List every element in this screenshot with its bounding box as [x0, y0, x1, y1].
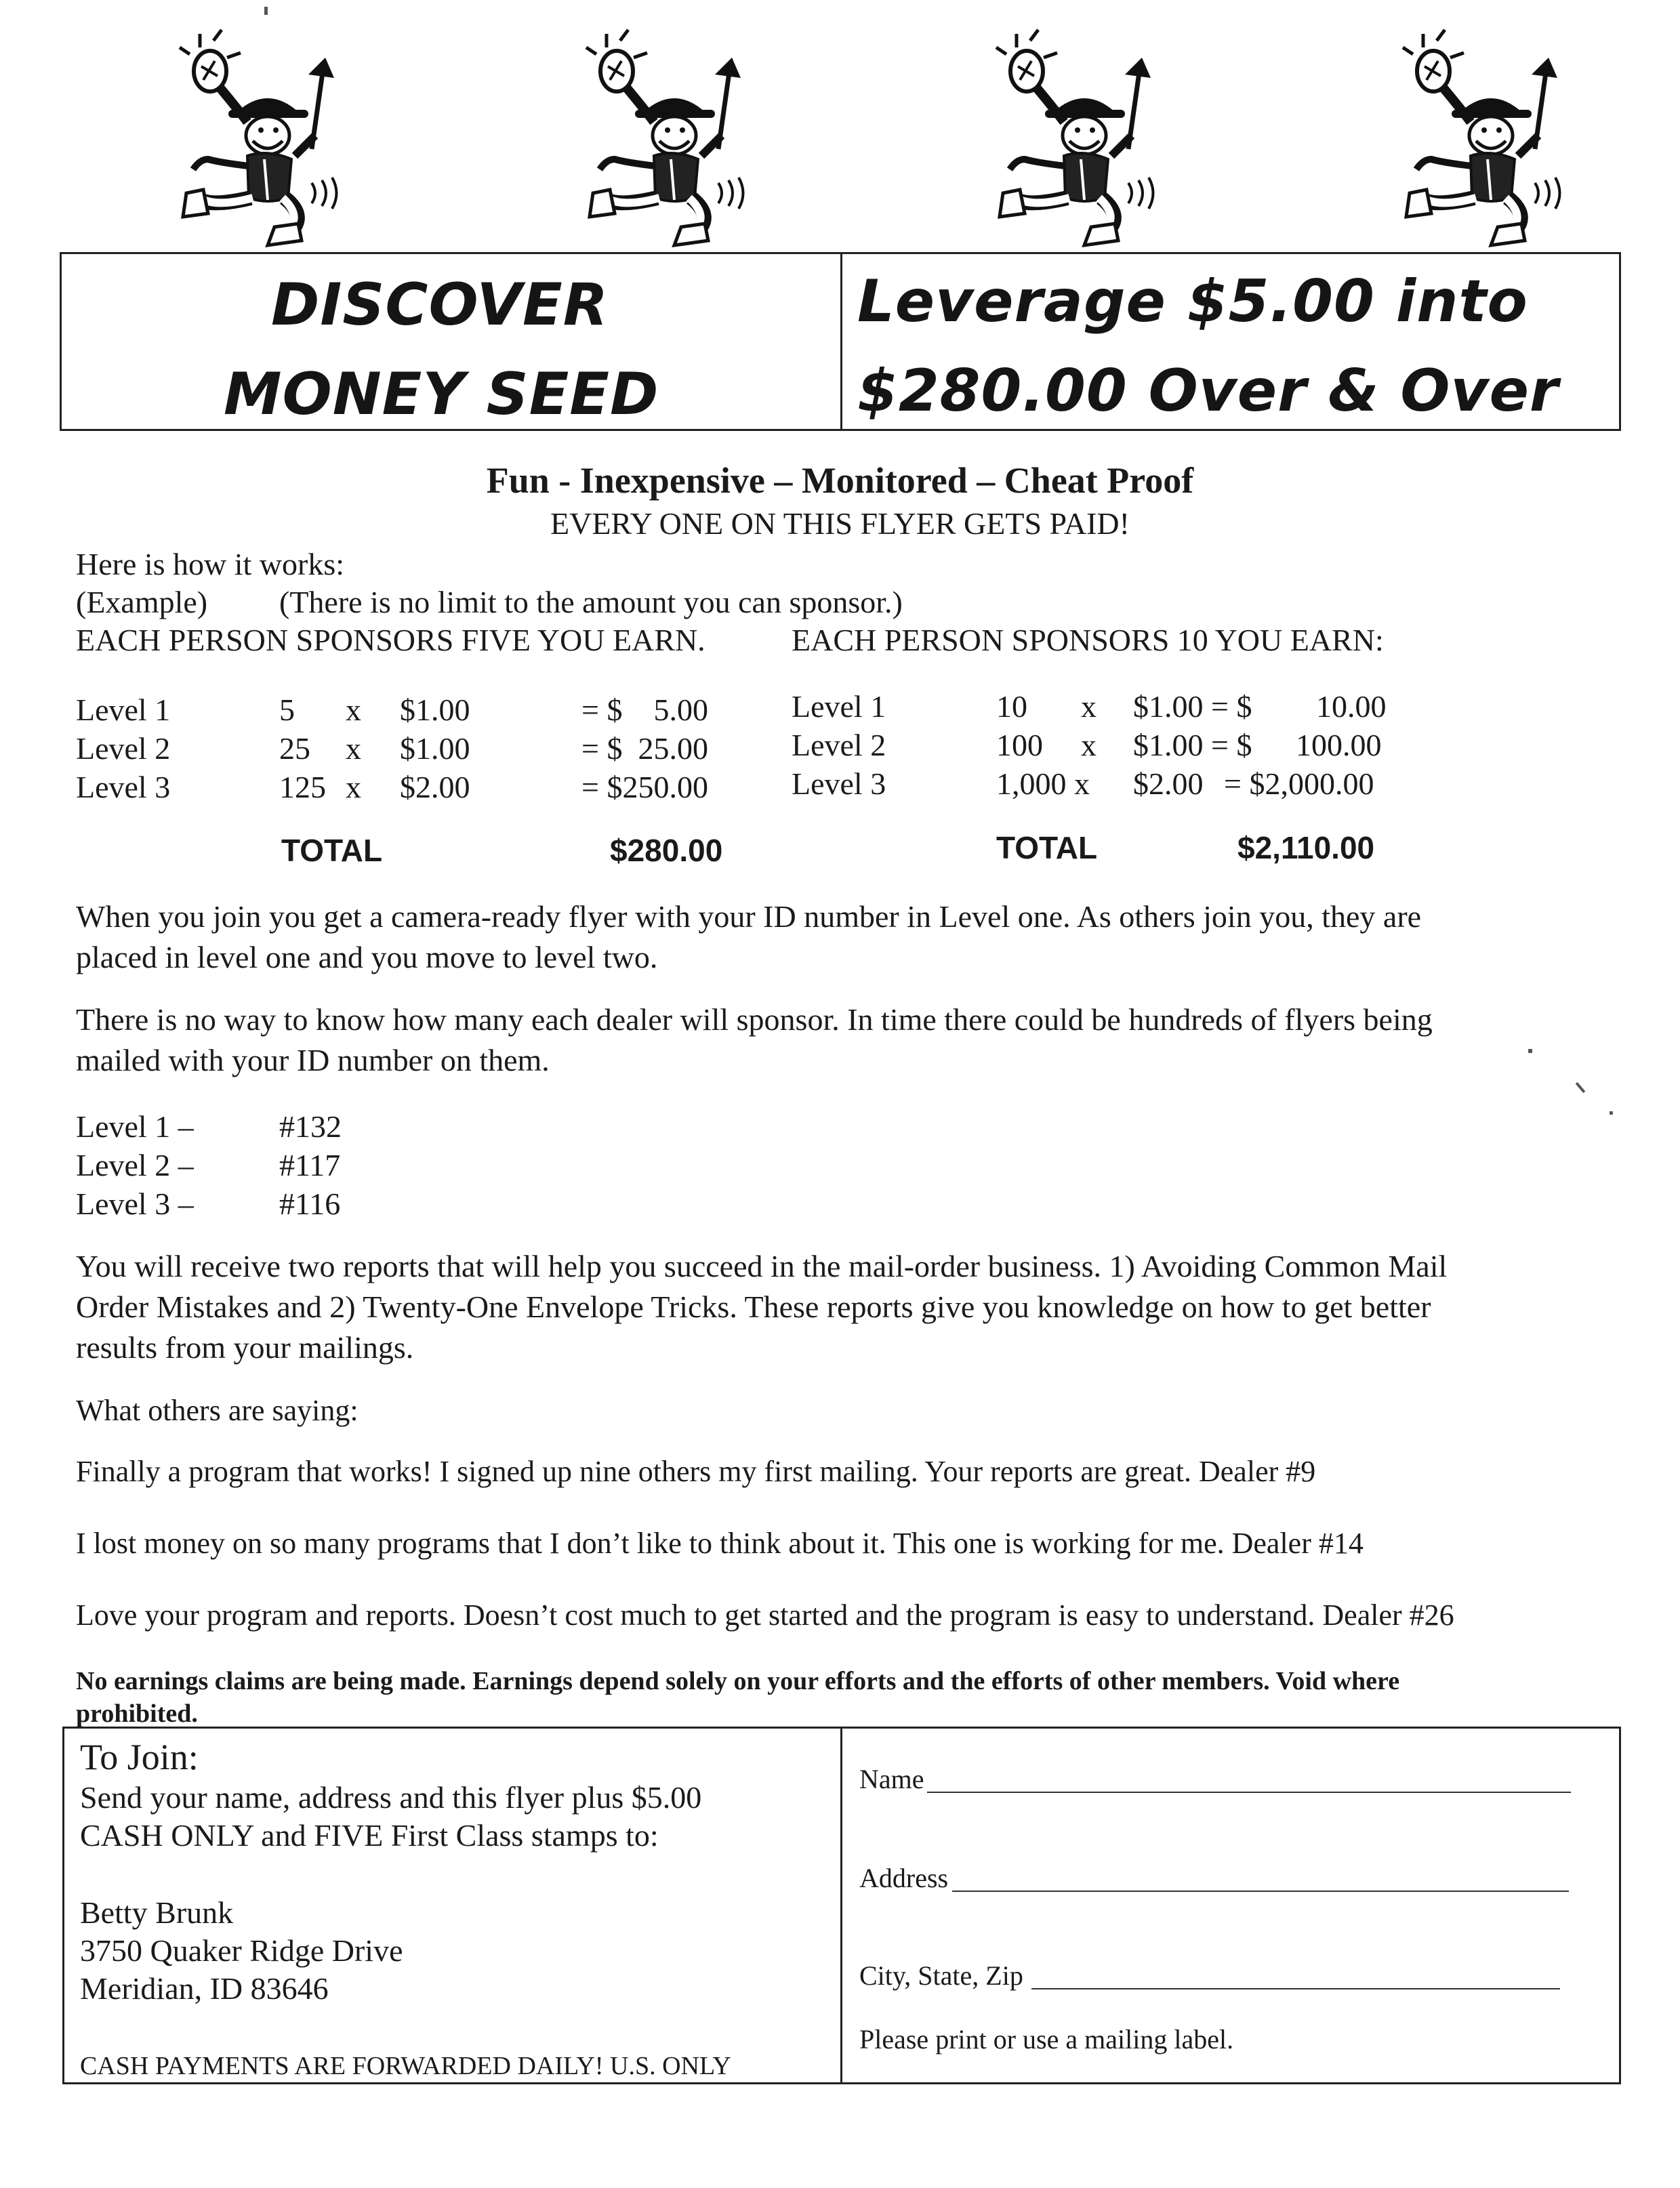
no-limit-note: (There is no limit to the amount you can sponsor.): [279, 585, 903, 619]
id-level-3-value: #116: [279, 1186, 341, 1221]
id-level-2-value: #117: [279, 1148, 341, 1182]
address-field[interactable]: [952, 1891, 1569, 1892]
dealer-paragraph-line-1: There is no way to know how many each dealer will sponsor. In time there could be hundreds of flyers being: [76, 1002, 1433, 1037]
dancing-prospector-icon: [579, 20, 749, 251]
five-x-1: x: [346, 693, 361, 727]
testimonials-heading: What others are saying:: [76, 1394, 358, 1427]
join-paragraph-line-1: When you join you get a camera-ready flyer with your ID number in Level one. As others join you, they are: [76, 899, 1422, 934]
ten-result-2: 100.00: [1296, 728, 1382, 762]
five-sponsor-heading: EACH PERSON SPONSORS FIVE YOU EARN.: [76, 623, 705, 657]
testimonial-1: Finally a program that works! I signed up nine others my first mailing. Your reports are great. Dealer #9: [76, 1455, 1316, 1488]
city-state-zip-field[interactable]: [1031, 1988, 1560, 1989]
scan-speck: [1576, 1082, 1586, 1093]
five-price-3: $2.00: [400, 770, 470, 804]
id-level-3-label: Level 3 –: [76, 1186, 194, 1221]
id-level-1-label: Level 1 –: [76, 1109, 194, 1144]
cash-forwarded-note: CASH PAYMENTS ARE FORWARDED DAILY! U.S. ONLY: [80, 2052, 731, 2080]
five-total-value: $280.00: [610, 833, 723, 868]
five-x-3: x: [346, 770, 361, 804]
dealer-paragraph-line-2: mailed with your ID number on them.: [76, 1043, 550, 1077]
scan-speck: [264, 7, 268, 15]
five-price-1: $1.00: [400, 693, 470, 727]
to-join-title: To Join:: [80, 1737, 199, 1777]
dancing-prospector-icon: [989, 20, 1159, 251]
ten-result-3: = $2,000.00: [1224, 766, 1374, 801]
disclaimer-line-1: No earnings claims are being made. Earnings depend solely on your efforts and the efforts of other members. Void where: [76, 1667, 1400, 1695]
ten-count-2: 100: [996, 728, 1043, 762]
ten-price-1: $1.00 = $: [1133, 689, 1252, 724]
tagline-features: Fun - Inexpensive – Monitored – Cheat Proof: [486, 460, 1194, 501]
ten-count-3: 1,000 x: [996, 766, 1090, 801]
send-instructions-line-1: Send your name, address and this flyer plus $5.00: [80, 1780, 702, 1815]
ten-price-2: $1.00 = $: [1133, 728, 1252, 762]
five-count-3: 125: [279, 770, 326, 804]
testimonial-2: I lost money on so many programs that I don’t like to think about it. This one is working for me. Dealer #14: [76, 1527, 1364, 1560]
mailing-address-street: 3750 Quaker Ridge Drive: [80, 1933, 403, 1968]
id-level-2-label: Level 2 –: [76, 1148, 194, 1182]
ten-level-1: Level 1: [792, 689, 886, 724]
five-result-1: = $ 5.00: [581, 693, 708, 727]
send-instructions-line-2: CASH ONLY and FIVE First Class stamps to:: [80, 1818, 659, 1853]
ten-x-1: x: [1081, 689, 1097, 724]
scan-speck: [1528, 1049, 1532, 1053]
ten-total-label: TOTAL: [996, 830, 1098, 865]
five-level-1: Level 1: [76, 693, 171, 727]
city-state-zip-field-label: City, State, Zip: [859, 1960, 1023, 1991]
reports-line-1: You will receive two reports that will help you succeed in the mail-order business. 1) Avoiding Common Mail: [76, 1249, 1448, 1283]
testimonial-3: Love your program and reports. Doesn’t cost much to get started and the program is easy to understand. Dealer #26: [76, 1598, 1454, 1632]
ten-level-3: Level 3: [792, 766, 886, 801]
ten-result-1: 10.00: [1316, 689, 1387, 724]
ten-x-2: x: [1081, 728, 1097, 762]
five-count-1: 5: [279, 693, 295, 727]
header-leverage: Leverage $5.00 into: [857, 268, 1528, 335]
ten-level-2: Level 2: [792, 728, 886, 762]
header-discover: DISCOVER: [271, 271, 609, 339]
join-paragraph-line-2: placed in level one and you move to level two.: [76, 940, 658, 974]
five-level-3: Level 3: [76, 770, 171, 804]
reports-line-2: Order Mistakes and 2) Twenty-One Envelope Tricks. These reports give you knowledge on how to get better: [76, 1289, 1431, 1324]
scan-speck: [1610, 1111, 1613, 1115]
five-count-2: 25: [279, 731, 310, 766]
dancing-prospector-icon: [1396, 20, 1565, 251]
ten-sponsor-heading: EACH PERSON SPONSORS 10 YOU EARN:: [792, 623, 1384, 657]
dancing-prospector-icon: [173, 20, 342, 251]
tagline-everyone-paid: EVERY ONE ON THIS FLYER GETS PAID!: [550, 506, 1130, 541]
five-result-2: = $ 25.00: [581, 731, 708, 766]
name-field[interactable]: [927, 1792, 1571, 1793]
ten-count-1: 10: [996, 689, 1027, 724]
five-price-2: $1.00: [400, 731, 470, 766]
ten-price-3: $2.00: [1133, 766, 1204, 801]
address-field-label: Address: [859, 1863, 949, 1893]
five-x-2: x: [346, 731, 361, 766]
five-result-3: = $250.00: [581, 770, 708, 804]
header-divider: [840, 252, 842, 431]
header-over-and-over: $280.00 Over & Over: [857, 357, 1559, 425]
print-note: Please print or use a mailing label.: [859, 2024, 1234, 2055]
how-it-works: Here is how it works:: [76, 547, 345, 581]
disclaimer-line-2: prohibited.: [76, 1699, 198, 1728]
example-label: (Example): [76, 585, 208, 619]
reports-line-3: results from your mailings.: [76, 1330, 414, 1365]
five-level-2: Level 2: [76, 731, 171, 766]
mailing-address-city: Meridian, ID 83646: [80, 1971, 329, 2006]
five-total-label: TOTAL: [281, 833, 383, 868]
join-box-divider: [840, 1727, 842, 2084]
name-field-label: Name: [859, 1764, 924, 1794]
ten-total-value: $2,110.00: [1237, 830, 1375, 865]
id-level-1-value: #132: [279, 1109, 342, 1144]
mailing-address-name: Betty Brunk: [80, 1895, 234, 1930]
header-money-seed: MONEY SEED: [224, 360, 659, 428]
